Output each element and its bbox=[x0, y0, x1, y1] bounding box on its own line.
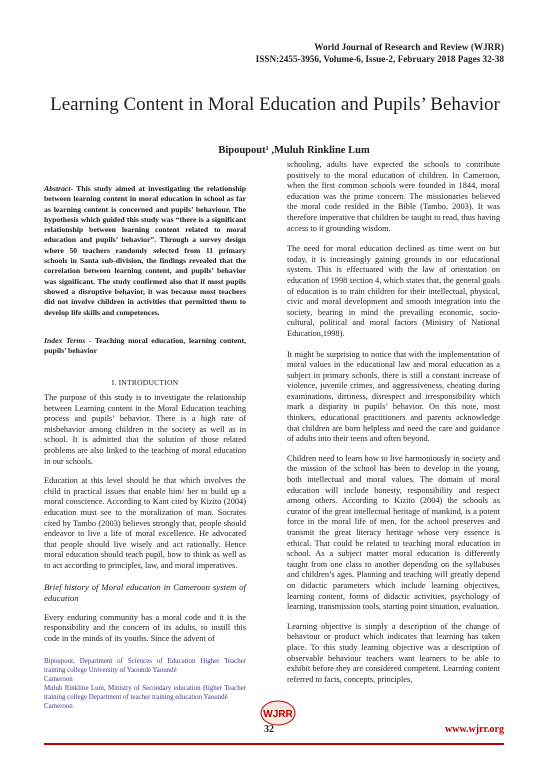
footer-divider bbox=[44, 743, 504, 745]
footnote: Muluh Rinkline Lum, Ministry of Secondary education Higher Teacher training college Department of teacher training education Yaoundé bbox=[44, 685, 246, 702]
paragraph: schooling, adults have expected the schools to contribute positively to the moral education of children. In Cameroon, when the first common schools were founded in 1844, moral education was the prime concern. The missionaries believed the moral code resided in the Bible (Tambo, 2003). It was therefore imperative that children be taught to read, thus having access to it grounding wisdom. bbox=[287, 160, 500, 233]
left-column bbox=[44, 160, 246, 711]
paragraph: It might be surprising to notice that with the implementation of moral values in the educational law and moral education as a subject in primary schools, there is still a constant increase of violence, juvenile crimes, and aggressiveness, cheating during examinations, dirtiness, disrespect and irresponsibility which mark a disparity in pupils’ behavior. On this note, most thinkers, educational practitioners and parents acknowledge that children are born helpless and need the care and guidance of adults into their teens and often beyond. bbox=[287, 349, 500, 444]
abstract-text: This study aimed at investigating the relationship between learning content in moral education in school as far as learning content is concerned and pupils’ behaviour. The hypothesis which guided this study was “there is a significant relationship between learning content related to moral education and pupils’ behavior”. Through a survey design where 50 teachers randomly selected from 11 primary schools in Santa sub-division, the findings revealed that the correlation between learning content, and pupils’ behavior was significant. The study confirmed also that if most pupils showed a disruptive behavior, it was because most teachers did not involve children in activities that permitted them to develop life skills and competences. bbox=[44, 184, 246, 317]
paragraph: The need for moral education declined as time went on but today, it is increasingly gaining grounds in our educational system. This is effectuated with the law of orientation on education of 1998 section 4, which states that, the general goals of education is to train children for their intellectual, physical, civic and moral development and smooth integration into the society, bearing in mind the prevailing economic, socio- cultural, political and moral factors (Ministry of National Education,1998). bbox=[287, 244, 500, 338]
right-column bbox=[287, 160, 500, 685]
paper-title: Learning Content in Moral Education and Pupils’ Behavior bbox=[50, 94, 500, 115]
footnotes bbox=[44, 657, 246, 711]
footnote: Cameroon bbox=[44, 676, 73, 684]
paragraph: Every enduring community has a moral code and it is the responsibility and the concern of its adults, to instill this code in the minds of its youths. Since the advent of bbox=[44, 612, 246, 643]
wjrr-logo-icon bbox=[259, 697, 297, 727]
abstract-label: Abstract- bbox=[44, 184, 74, 193]
paragraph: Education at this level should be that which involves the child in practical issues that enable him/ her to build up a moral conscience. According to Kant cited by Kizito (2004) education must see to the moralization of man. Socrates cited by Tambo (2003) believes strongly that, people should endeavor to live a life of moral excellence. He advocated that people should live wisely and act rationally. Hence moral education should teach pupil, how to think as well as to act according to principles, law, and moral imperatives. bbox=[44, 476, 246, 570]
journal-website-link[interactable]: www.wjrr.org bbox=[444, 724, 504, 735]
footnote: Cameroon bbox=[44, 703, 73, 711]
paragraph: The purpose of this study is to investigate the relationship between Learning content in the Moral Education teaching process and pupils’ behavior. There is a high rate of misbehavior among children in the society as well as in school. It is admitted that the solution of those related problems are also linked to the teaching of moral education in our schools. bbox=[44, 393, 246, 466]
journal-header bbox=[256, 41, 504, 65]
footnote: Bipoupout, Department of Sciences of Education Higher Teacher training college University of Yaoundé Yaoundé bbox=[44, 658, 246, 675]
logo-text: WJRR bbox=[263, 709, 293, 720]
journal-name: World Journal of Research and Review (WJRR) bbox=[314, 42, 504, 52]
index-terms-text: Teaching moral education, learning content, pupils’ behavior bbox=[44, 335, 247, 356]
paragraph: Children need to learn how to live harmoniously in society and the mission of the school has been to develop in the young, both intellectual and moral values. The domain of moral education will include honesty, responsibility and respect among others. According to Kizito (2004) the schools as curator of the great intellectual heritage of mankind, is a potent force in the moral life of men, for the school preserves and transmit the great literacy heritage whose very essence is ethical. That could be related to teaching moral education in school. As a subject matter moral education is differently taught from one class to another depending on the syllabuses and children’s ages. Planning and teaching will greatly depend on didactic parameters which include learning objectives, learning content, forms of didactic activities, psychology of learning, transmission tools, starting point situation, evaluation. bbox=[287, 453, 500, 612]
paragraph: Learning objective is simply a description of the change of behaviour or product which indicates that learning has taken place. To this study learning objective was a description of observable behaviour teachers want learners to be able to exhibit before they are considered competent. Learning content referred to facts, concepts, principles, bbox=[287, 621, 500, 684]
page-number: 32 bbox=[264, 724, 274, 735]
author-line: Bipoupout¹ ,Muluh Rinkline Lum bbox=[218, 145, 370, 156]
subheading: Brief history of Moral education in Cameroon system of education bbox=[44, 581, 246, 603]
index-terms bbox=[44, 336, 246, 357]
section-heading-introduction: I. INTRODUCTION bbox=[111, 378, 179, 388]
index-terms-label: Index Terms - bbox=[44, 335, 92, 345]
journal-issn: ISSN:2455-3956, Volume-6, Issue-2, February 2018 Pages 32-38 bbox=[255, 54, 504, 64]
abstract bbox=[44, 184, 246, 318]
